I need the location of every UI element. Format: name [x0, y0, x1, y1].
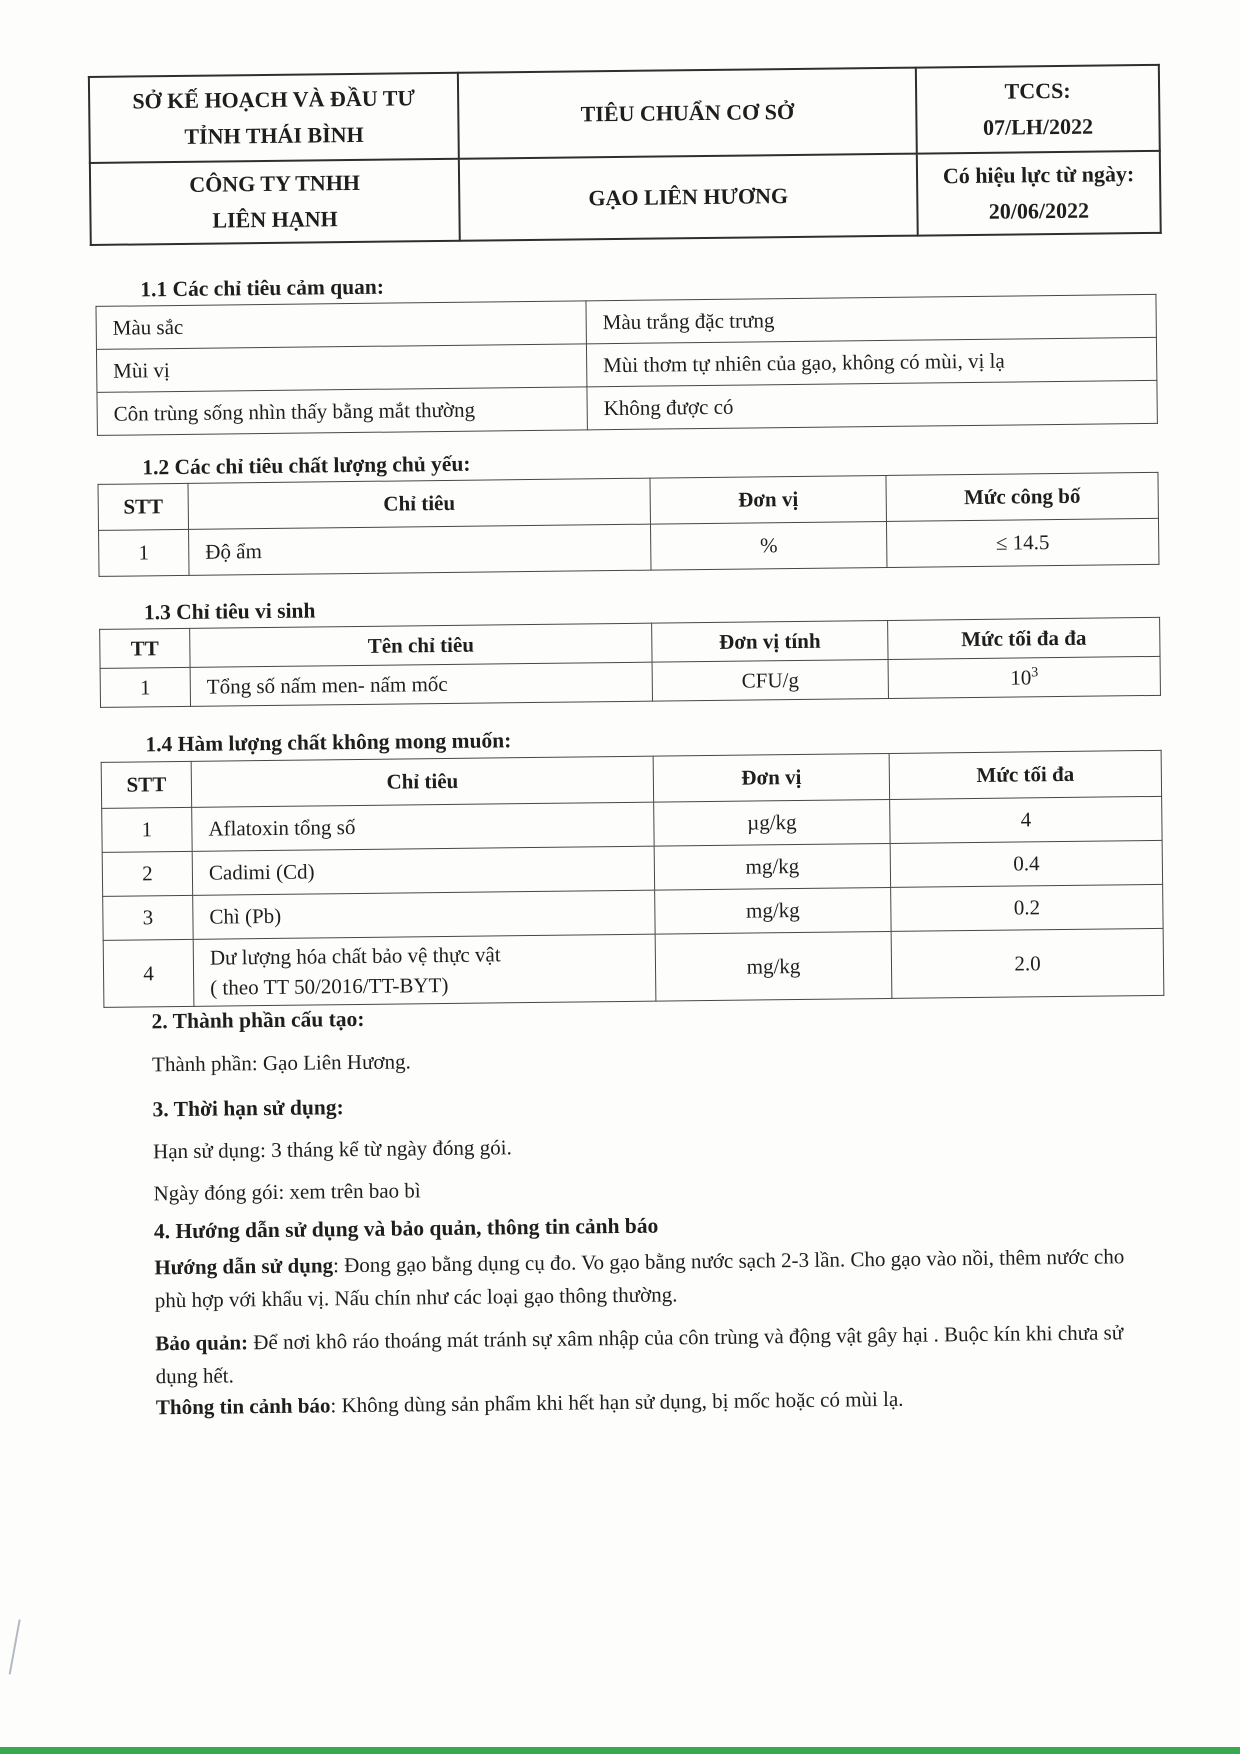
header-row-1 [89, 65, 1160, 163]
row-stt: 1 [99, 529, 190, 576]
row-unit: mg/kg [655, 931, 892, 1001]
level-base: 10 [1010, 664, 1032, 690]
header-row-2 [90, 151, 1161, 245]
section-1-3-heading: 1.3 Chỉ tiêu vi sinh [143, 598, 316, 625]
effective-date-cell [917, 151, 1161, 236]
shelf-life-duration: Hạn sử dụng: 3 tháng kể từ ngày đóng gói. [152, 1135, 512, 1164]
col-header-criterion: Tên chỉ tiêu [190, 623, 652, 667]
scanner-edge-strip [0, 1747, 1240, 1754]
row-unit: mg/kg [654, 843, 890, 890]
sensory-criterion: Côn trùng sống nhìn thấy bằng mắt thường [97, 387, 587, 436]
company-cell [90, 159, 460, 245]
row-level: 0.2 [891, 884, 1163, 931]
row-level: 0.4 [890, 840, 1162, 887]
sensory-criterion: Mùi vị [96, 344, 586, 393]
row-criterion: Tổng số nấm men- nấm mốc [190, 662, 652, 706]
product-name-cell: GẠO LIÊN HƯƠNG [459, 154, 918, 241]
row-unit: mg/kg [655, 887, 891, 934]
authority-line-1: SỞ KẾ HOẠCH VÀ ĐẦU TƯ [132, 85, 416, 114]
col-header-level: Mức tối đa [889, 750, 1162, 799]
section-1-2-heading: 1.2 Các chỉ tiêu chất lượng chủ yếu: [142, 451, 471, 480]
col-header-level: Mức công bố [886, 472, 1159, 521]
usage-instructions-label: Hướng dẫn sử dụng [154, 1253, 334, 1280]
document-header-table [88, 64, 1162, 246]
row-unit: µg/kg [654, 799, 890, 846]
col-header-criterion: Chỉ tiêu [191, 756, 653, 807]
contaminants-table [101, 750, 1165, 1008]
row-criterion: Chì (Pb) [193, 890, 655, 939]
row-unit: % [650, 521, 887, 570]
effective-date: 20/06/2022 [988, 197, 1090, 224]
level-exponent: 3 [1031, 664, 1039, 680]
section-3-heading: 3. Thời hạn sử dụng: [152, 1095, 344, 1122]
row-criterion: Aflatoxin tổng số [192, 802, 654, 851]
tccs-number: 07/LH/2022 [982, 113, 1094, 140]
tccs-label: TCCS: [1004, 77, 1071, 104]
section-1-4-heading: 1.4 Hàm lượng chất không mong muốn: [145, 728, 512, 757]
usage-instructions-text: : Đong gạo bằng dụng cụ đo. Vo gạo bằng nước sạch 2-3 lần. Cho gạo vào nồi, thêm nước cho phù hợp với khẩu vị. Nấu chín như các loại gạo thông thường. [154, 1244, 1125, 1313]
row-unit: CFU/g [652, 659, 888, 701]
sensory-table [95, 294, 1157, 436]
quality-table [97, 472, 1159, 577]
packing-date-note: Ngày đóng gói: xem trên bao bì [153, 1178, 421, 1206]
section-1-1-heading: 1.1 Các chỉ tiêu cảm quan: [140, 274, 385, 302]
effective-label: Có hiệu lực từ ngày: [942, 161, 1135, 189]
micro-table [99, 617, 1161, 708]
row-stt: 3 [103, 895, 193, 940]
row-stt: 1 [100, 667, 190, 707]
row-stt: 4 [103, 939, 194, 1007]
sensory-requirement: Màu trắng đặc trưng [586, 294, 1156, 343]
section-2-heading: 2. Thành phần cấu tạo: [151, 1006, 365, 1034]
doc-type-cell: TIÊU CHUẨN CƠ SỞ [458, 68, 917, 159]
sensory-requirement: Mùi thơm tự nhiên của gạo, không có mùi, vị lạ [586, 337, 1156, 386]
col-header-unit: Đơn vị [653, 753, 890, 802]
storage-label: Bảo quản: [155, 1330, 249, 1356]
row-stt: 2 [102, 851, 192, 896]
company-line-1: CÔNG TY TNHH [189, 169, 361, 197]
usage-instructions-paragraph [154, 1240, 1150, 1317]
authority-line-2: TỈNH THÁI BÌNH [184, 121, 364, 149]
row-level: ≤ 14.5 [886, 518, 1159, 567]
col-header-unit: Đơn vị [650, 475, 887, 524]
col-header-criterion: Chỉ tiêu [188, 478, 650, 529]
row-stt: 1 [102, 807, 192, 852]
warning-text: : Không dùng sản phẩm khi hết hạn sử dụng, bị mốc hoặc có mùi lạ. [330, 1386, 904, 1418]
tccs-cell [916, 65, 1160, 154]
col-header-unit: Đơn vị tính [652, 620, 888, 662]
issuing-authority-cell [89, 73, 459, 163]
row-level: 2.0 [891, 928, 1164, 998]
row-criterion: Độ ẩm [189, 524, 651, 575]
col-header-stt: STT [101, 761, 192, 808]
row-level: 4 [890, 796, 1162, 843]
warning-label: Thông tin cảnh báo [155, 1393, 331, 1420]
row-criterion: Dư lượng hóa chất bảo vệ thực vật ( theo TT 50/2016/TT-BYT) [193, 934, 656, 1006]
row-criterion: Cadimi (Cd) [192, 846, 654, 895]
col-header-stt: STT [98, 483, 189, 530]
composition-text: Thành phần: Gạo Liên Hương. [151, 1049, 411, 1077]
pen-mark-artifact [9, 1619, 21, 1674]
sensory-criterion: Màu sắc [96, 301, 586, 350]
col-header-stt: TT [100, 628, 190, 668]
section-4-heading: 4. Hướng dẫn sử dụng và bảo quản, thông tin cảnh báo [153, 1213, 659, 1244]
col-header-level: Mức tối đa đa [888, 617, 1160, 659]
sensory-requirement: Không được có [587, 380, 1157, 429]
company-line-2: LIÊN HẠNH [212, 206, 338, 233]
storage-text: Để nơi khô ráo thoáng mát tránh sự xâm nhập của côn trùng và động vật gây hại . Buộc kín khi chưa sử dụng hết. [155, 1320, 1124, 1389]
row-level [888, 656, 1160, 698]
